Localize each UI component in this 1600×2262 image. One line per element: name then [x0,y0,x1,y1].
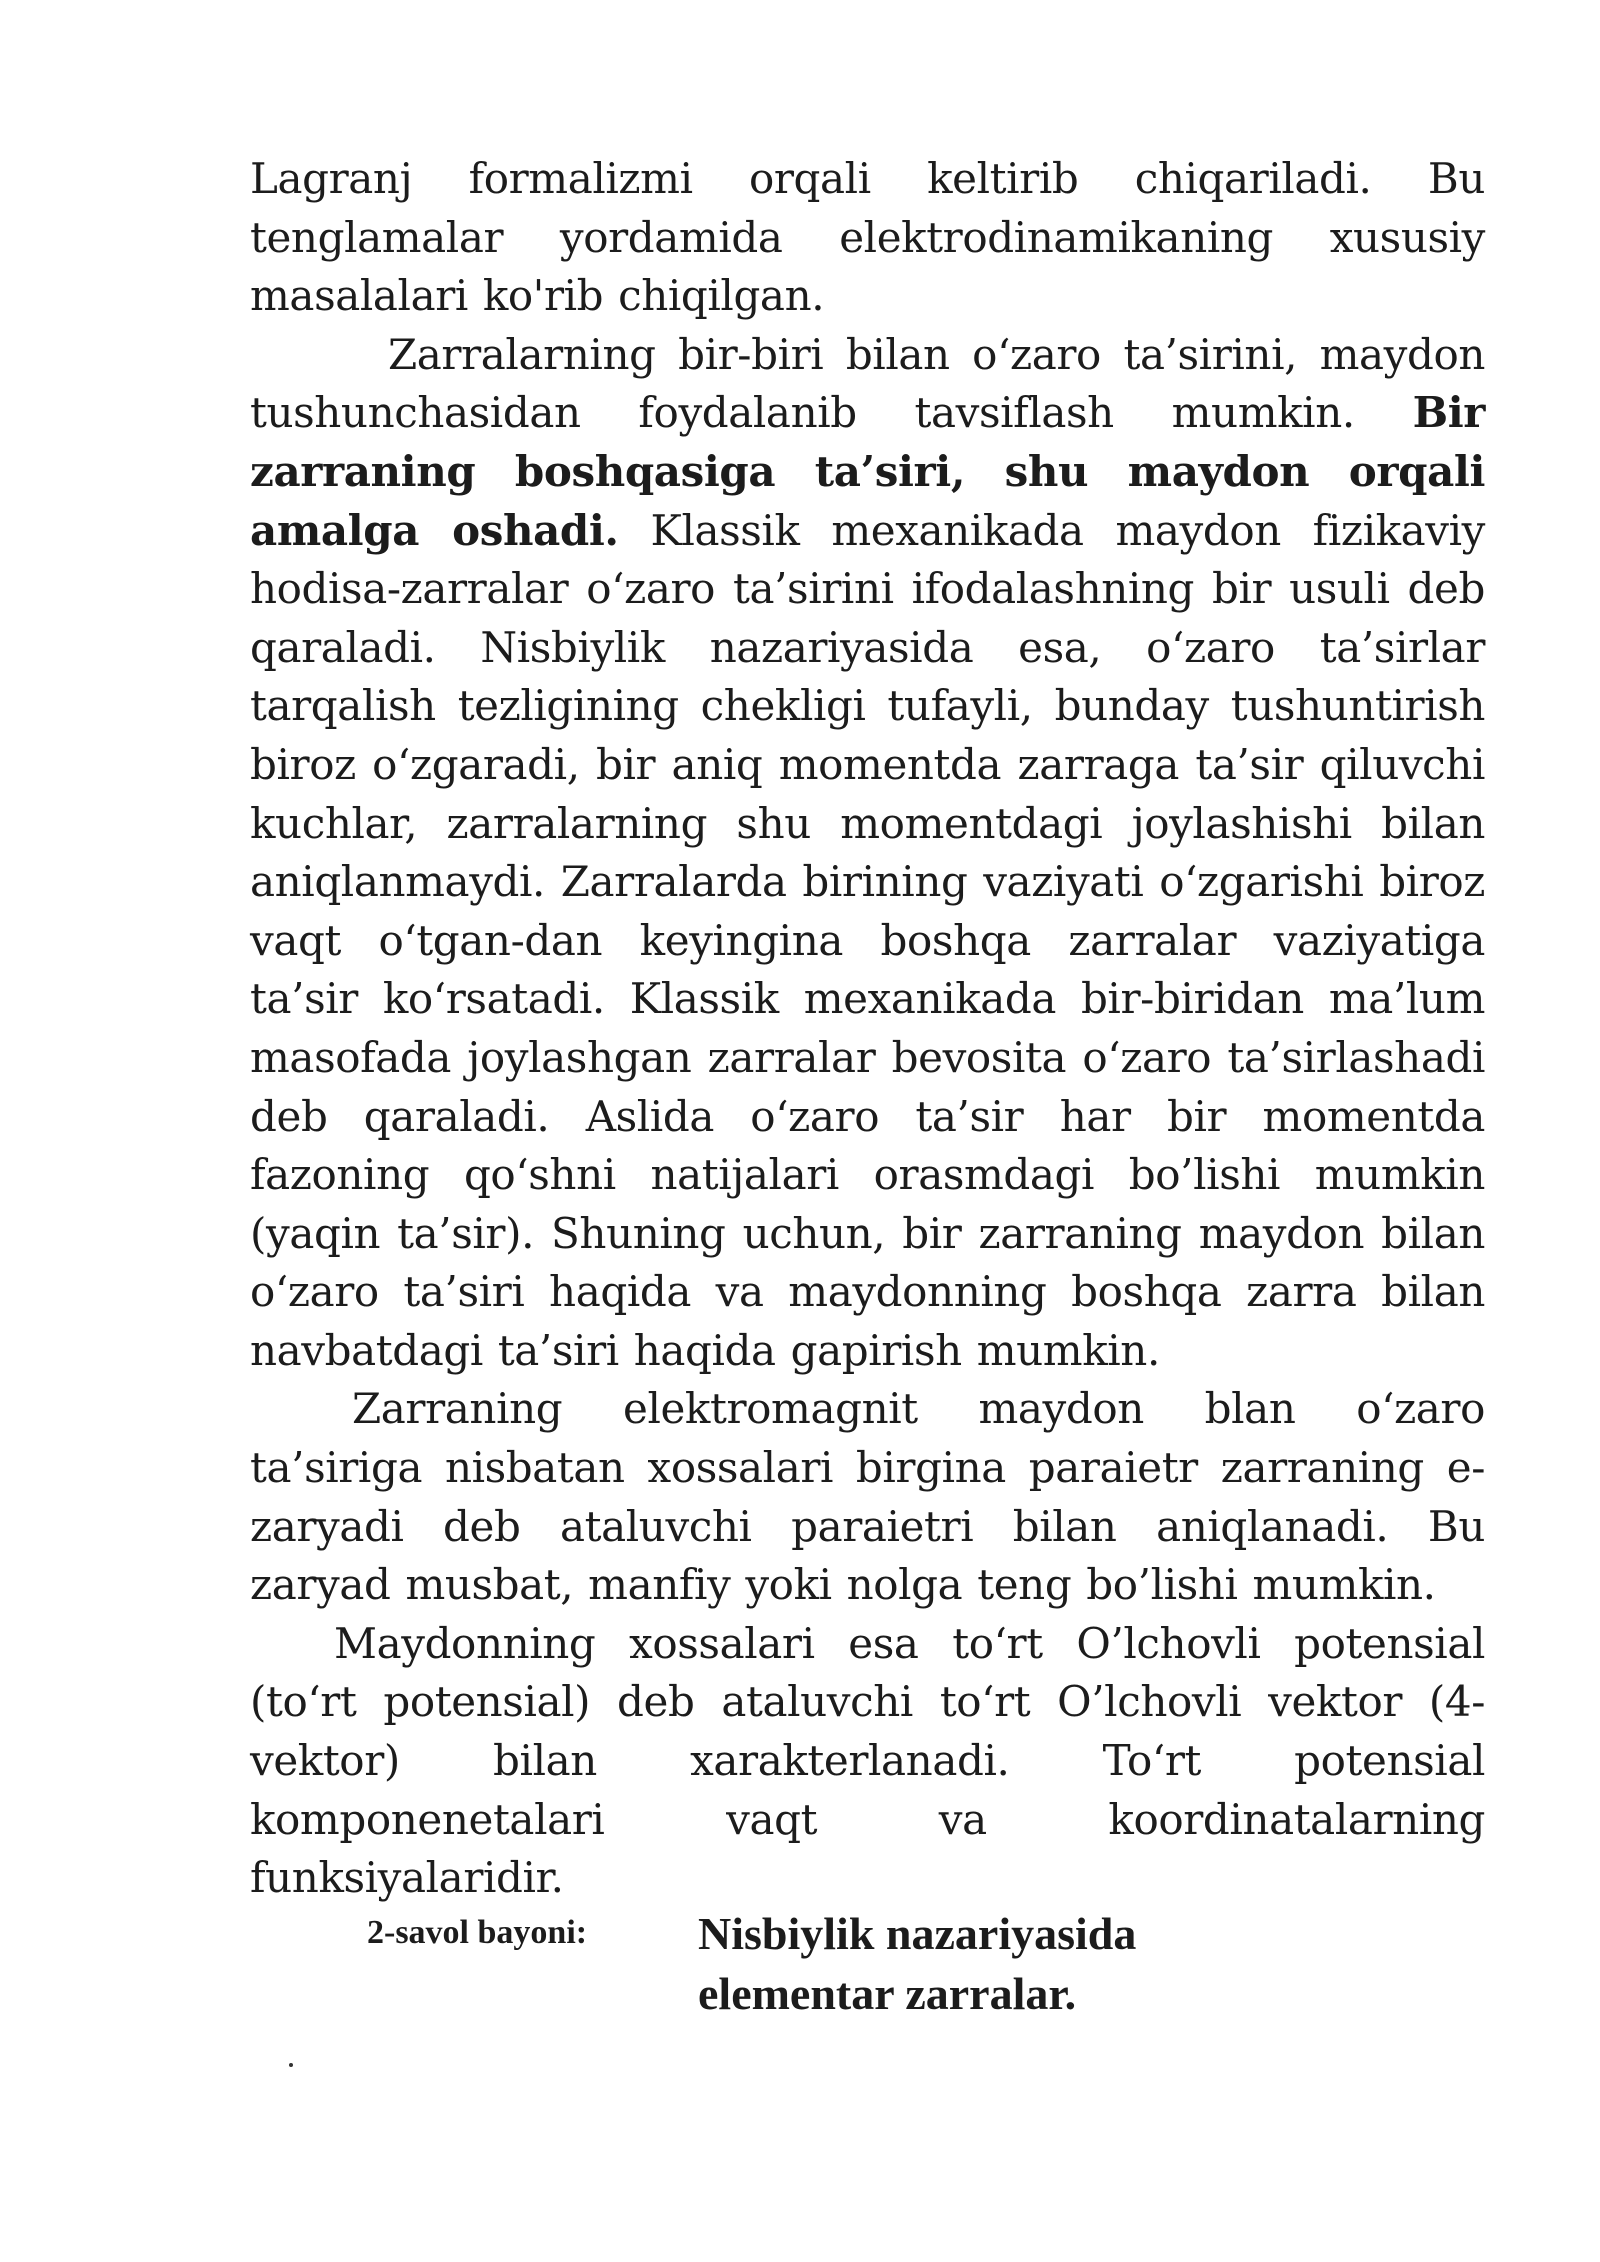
stray-dot [289,2063,293,2067]
paragraph-maydon [250,326,1485,1381]
paragraph-zaryad: Zarraning elektromagnit maydon blan o‘zaro ta’siriga nisbatan xossalari birgina paraietr zarraning e-zaryadi deb ataluvchi paraietri bilan aniqlanadi. Bu zaryad musbat, manfiy yoki nolga teng bo’lishi mumkin. [250,1384,1485,1610]
question-title-line-2: elementar zarralar. [698,1968,1077,2019]
paragraph-lagranj: Lagranj formalizmi orqali keltirib chiqariladi. Bu tenglamalar yordamida elektrodinamikaning xususiy masalalari ko'rib chiqilgan. [250,154,1485,321]
question-title [698,1904,1136,2024]
question-title-line-1: Nisbiylik nazariyasida [698,1908,1137,1959]
paragraph-maydon-bold: Bir zarraning boshqasiga ta’siri, shu maydon orqali amalga oshadi. [250,388,1485,555]
question-label: 2-savol bayoni: [367,1914,588,1951]
paragraph-maydon-rest: Klassik mexanikada maydon fizikaviy hodisa-zarralar o‘zaro ta’sirini ifodalashning bir usuli deb qaraladi. Nisbiylik nazariyasida esa, o‘zaro ta’sirlar tarqalish tezligining chekligi tufayli, bunday tushuntirish biroz o‘zgaradi, bir aniq momentda zarraga ta’sir qiluvchi kuchlar, zarralarning shu momentdagi joylashishi bilan aniqlanmaydi. Zarralarda birining vaziyati o‘zgarishi biroz vaqt o‘tgan-dan keyingina boshqa zarralar vaziyatiga ta’sir ko‘rsatadi. Klassik mexanikada bir-biridan ma’lum masofada joylashgan zarralar bevosita o‘zaro ta’sirlashadi deb qaraladi. Aslida o‘zaro ta’sir har bir momentda fazoning qo‘shni natijalari orasmdagi bo’lishi mumkin (yaqin ta’sir). Shuning uchun, bir zarraning maydon bilan o‘zaro ta’siri haqida va maydonning boshqa zarra bilan navbatdagi ta’siri haqida gapirish mumkin. [250,505,1485,1375]
paragraph-potensial: Maydonning xossalari esa to‘rt O’lchovli potensial (to‘rt potensial) deb ataluvchi to‘rt O’lchovli vektor (4- vektor) bilan xarakterlanadi. To‘rt potensial komponenetalari vaqt va koordinatalarning funksiyalaridir. [250,1618,1485,1903]
document-body [250,150,1485,1908]
paragraph-maydon-intro: Zarralarning bir-biri bilan o‘zaro ta’sirini, maydon tushunchasidan foydalanib tavsiflash mumkin. [250,329,1485,438]
